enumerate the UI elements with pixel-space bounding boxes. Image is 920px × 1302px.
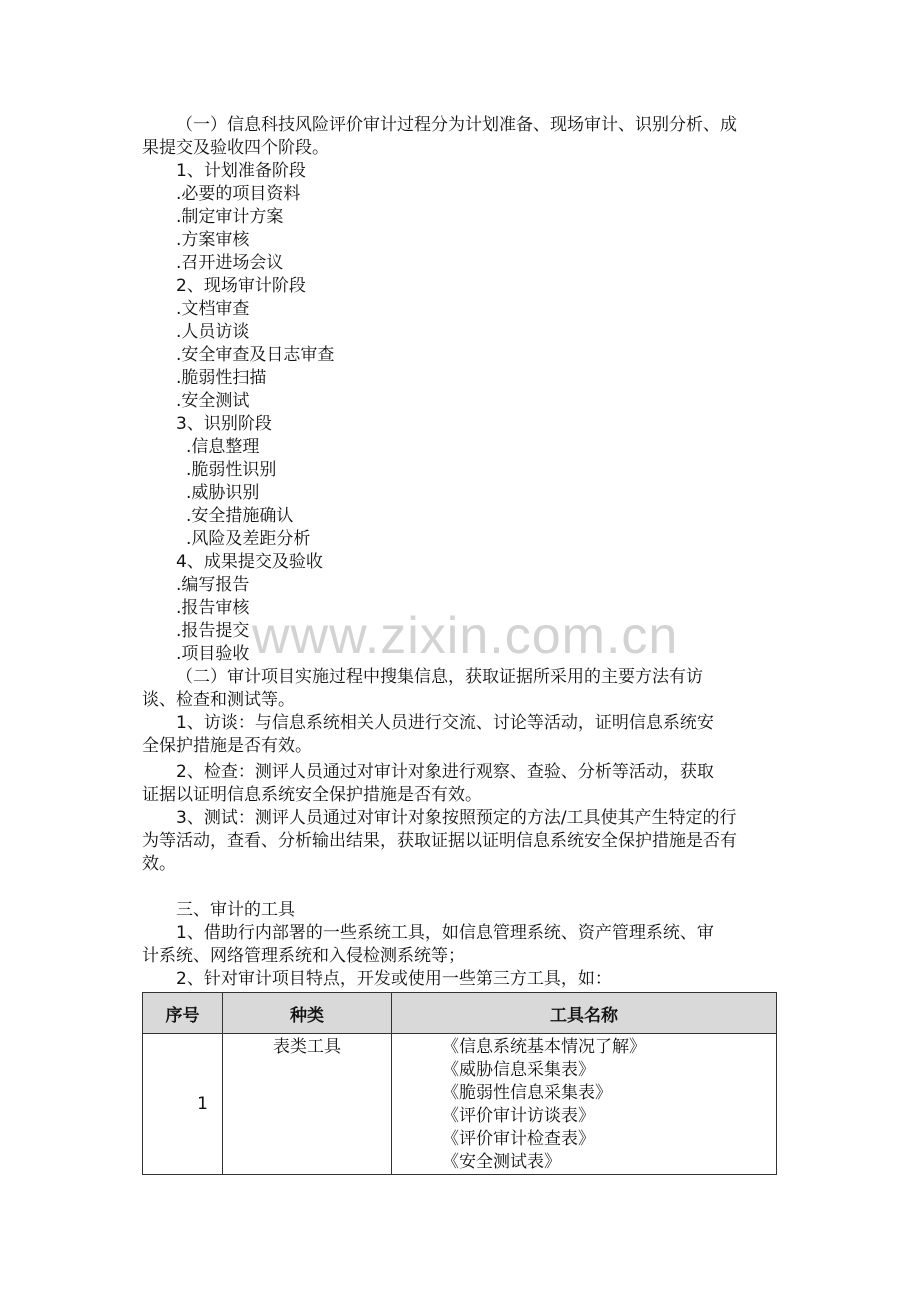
stage-item: .报告审核 (176, 598, 250, 618)
method-line: 证据以证明信息系统安全保护措施是否有效。 (142, 785, 482, 805)
stage-item: .项目验收 (176, 644, 250, 664)
stage-title: 3、识别阶段 (176, 414, 272, 434)
table-header-row (143, 993, 777, 1034)
section2-intro-line2: 谈、检查和测试等。 (142, 690, 295, 710)
stage-item: .安全措施确认 (186, 506, 294, 526)
row-tool-names (392, 1034, 777, 1175)
stage-item: .安全审查及日志审查 (176, 345, 335, 365)
stage-title: 4、成果提交及验收 (176, 552, 323, 572)
section3-title: 三、审计的工具 (176, 900, 295, 920)
stage-item: .信息整理 (186, 437, 260, 457)
section2-intro-line1: （二）审计项目实施过程中搜集信息，获取证据所采用的主要方法有访 (176, 667, 703, 687)
row-number: 1 (143, 1034, 223, 1175)
stage-title: 2、现场审计阶段 (176, 276, 306, 296)
stage-item: .人员访谈 (176, 322, 250, 342)
tool-name: 《评价审计检查表》 (442, 1129, 595, 1149)
stage-item: .脆弱性扫描 (176, 368, 267, 388)
method-line: 效。 (142, 854, 176, 874)
stage-item: .编写报告 (176, 575, 250, 595)
col-header-tool-name: 工具名称 (392, 993, 777, 1034)
section1-intro-line2: 果提交及验收四个阶段。 (142, 138, 329, 158)
tools-table (142, 992, 777, 1175)
tool-name: 《脆弱性信息采集表》 (442, 1083, 612, 1103)
method-line: 全保护措施是否有效。 (142, 736, 312, 756)
stage-item: .文档审查 (176, 299, 250, 319)
table-row (143, 1034, 777, 1175)
section3-p2: 2、针对审计项目特点，开发或使用一些第三方工具，如： (176, 969, 612, 989)
stage-title: 1、计划准备阶段 (176, 161, 306, 181)
method-line: 3、测试：测评人员通过对审计对象按照预定的方法/工具使其产生特定的行 (176, 808, 737, 828)
stage-item: .必要的项目资料 (176, 184, 301, 204)
row-category: 表类工具 (223, 1034, 392, 1175)
stage-item: .威胁识别 (186, 483, 260, 503)
tool-name: 《威胁信息采集表》 (442, 1060, 595, 1080)
col-header-category: 种类 (223, 993, 392, 1034)
stage-item: .安全测试 (176, 391, 250, 411)
section3-p1-line2: 计系统、网络管理系统和入侵检测系统等； (142, 946, 465, 966)
stage-item: .报告提交 (176, 621, 250, 641)
watermark: www.zixin.com.cn (252, 607, 679, 665)
method-line: 为等活动，查看、分析输出结果，获取证据以证明信息系统安全保护措施是否有 (142, 831, 737, 851)
stage-item: .制定审计方案 (176, 207, 284, 227)
method-line: 1、访谈：与信息系统相关人员进行交流、讨论等活动，证明信息系统安 (176, 713, 714, 733)
tool-name: 《安全测试表》 (442, 1152, 561, 1172)
stage-item: .方案审核 (176, 230, 250, 250)
section1-intro-line1: （一）信息科技风险评价审计过程分为计划准备、现场审计、识别分析、成 (176, 115, 737, 135)
stage-item: .召开进场会议 (176, 253, 284, 273)
col-header-number: 序号 (143, 993, 223, 1034)
tool-name: 《信息系统基本情况了解》 (442, 1037, 646, 1057)
stage-item: .脆弱性识别 (186, 460, 277, 480)
tool-name: 《评价审计访谈表》 (442, 1106, 595, 1126)
section3-p1-line1: 1、借助行内部署的一些系统工具，如信息管理系统、资产管理系统、审 (176, 923, 714, 943)
method-line: 2、检查：测评人员通过对审计对象进行观察、查验、分析等活动，获取 (176, 762, 714, 782)
stage-item: .风险及差距分析 (186, 529, 311, 549)
